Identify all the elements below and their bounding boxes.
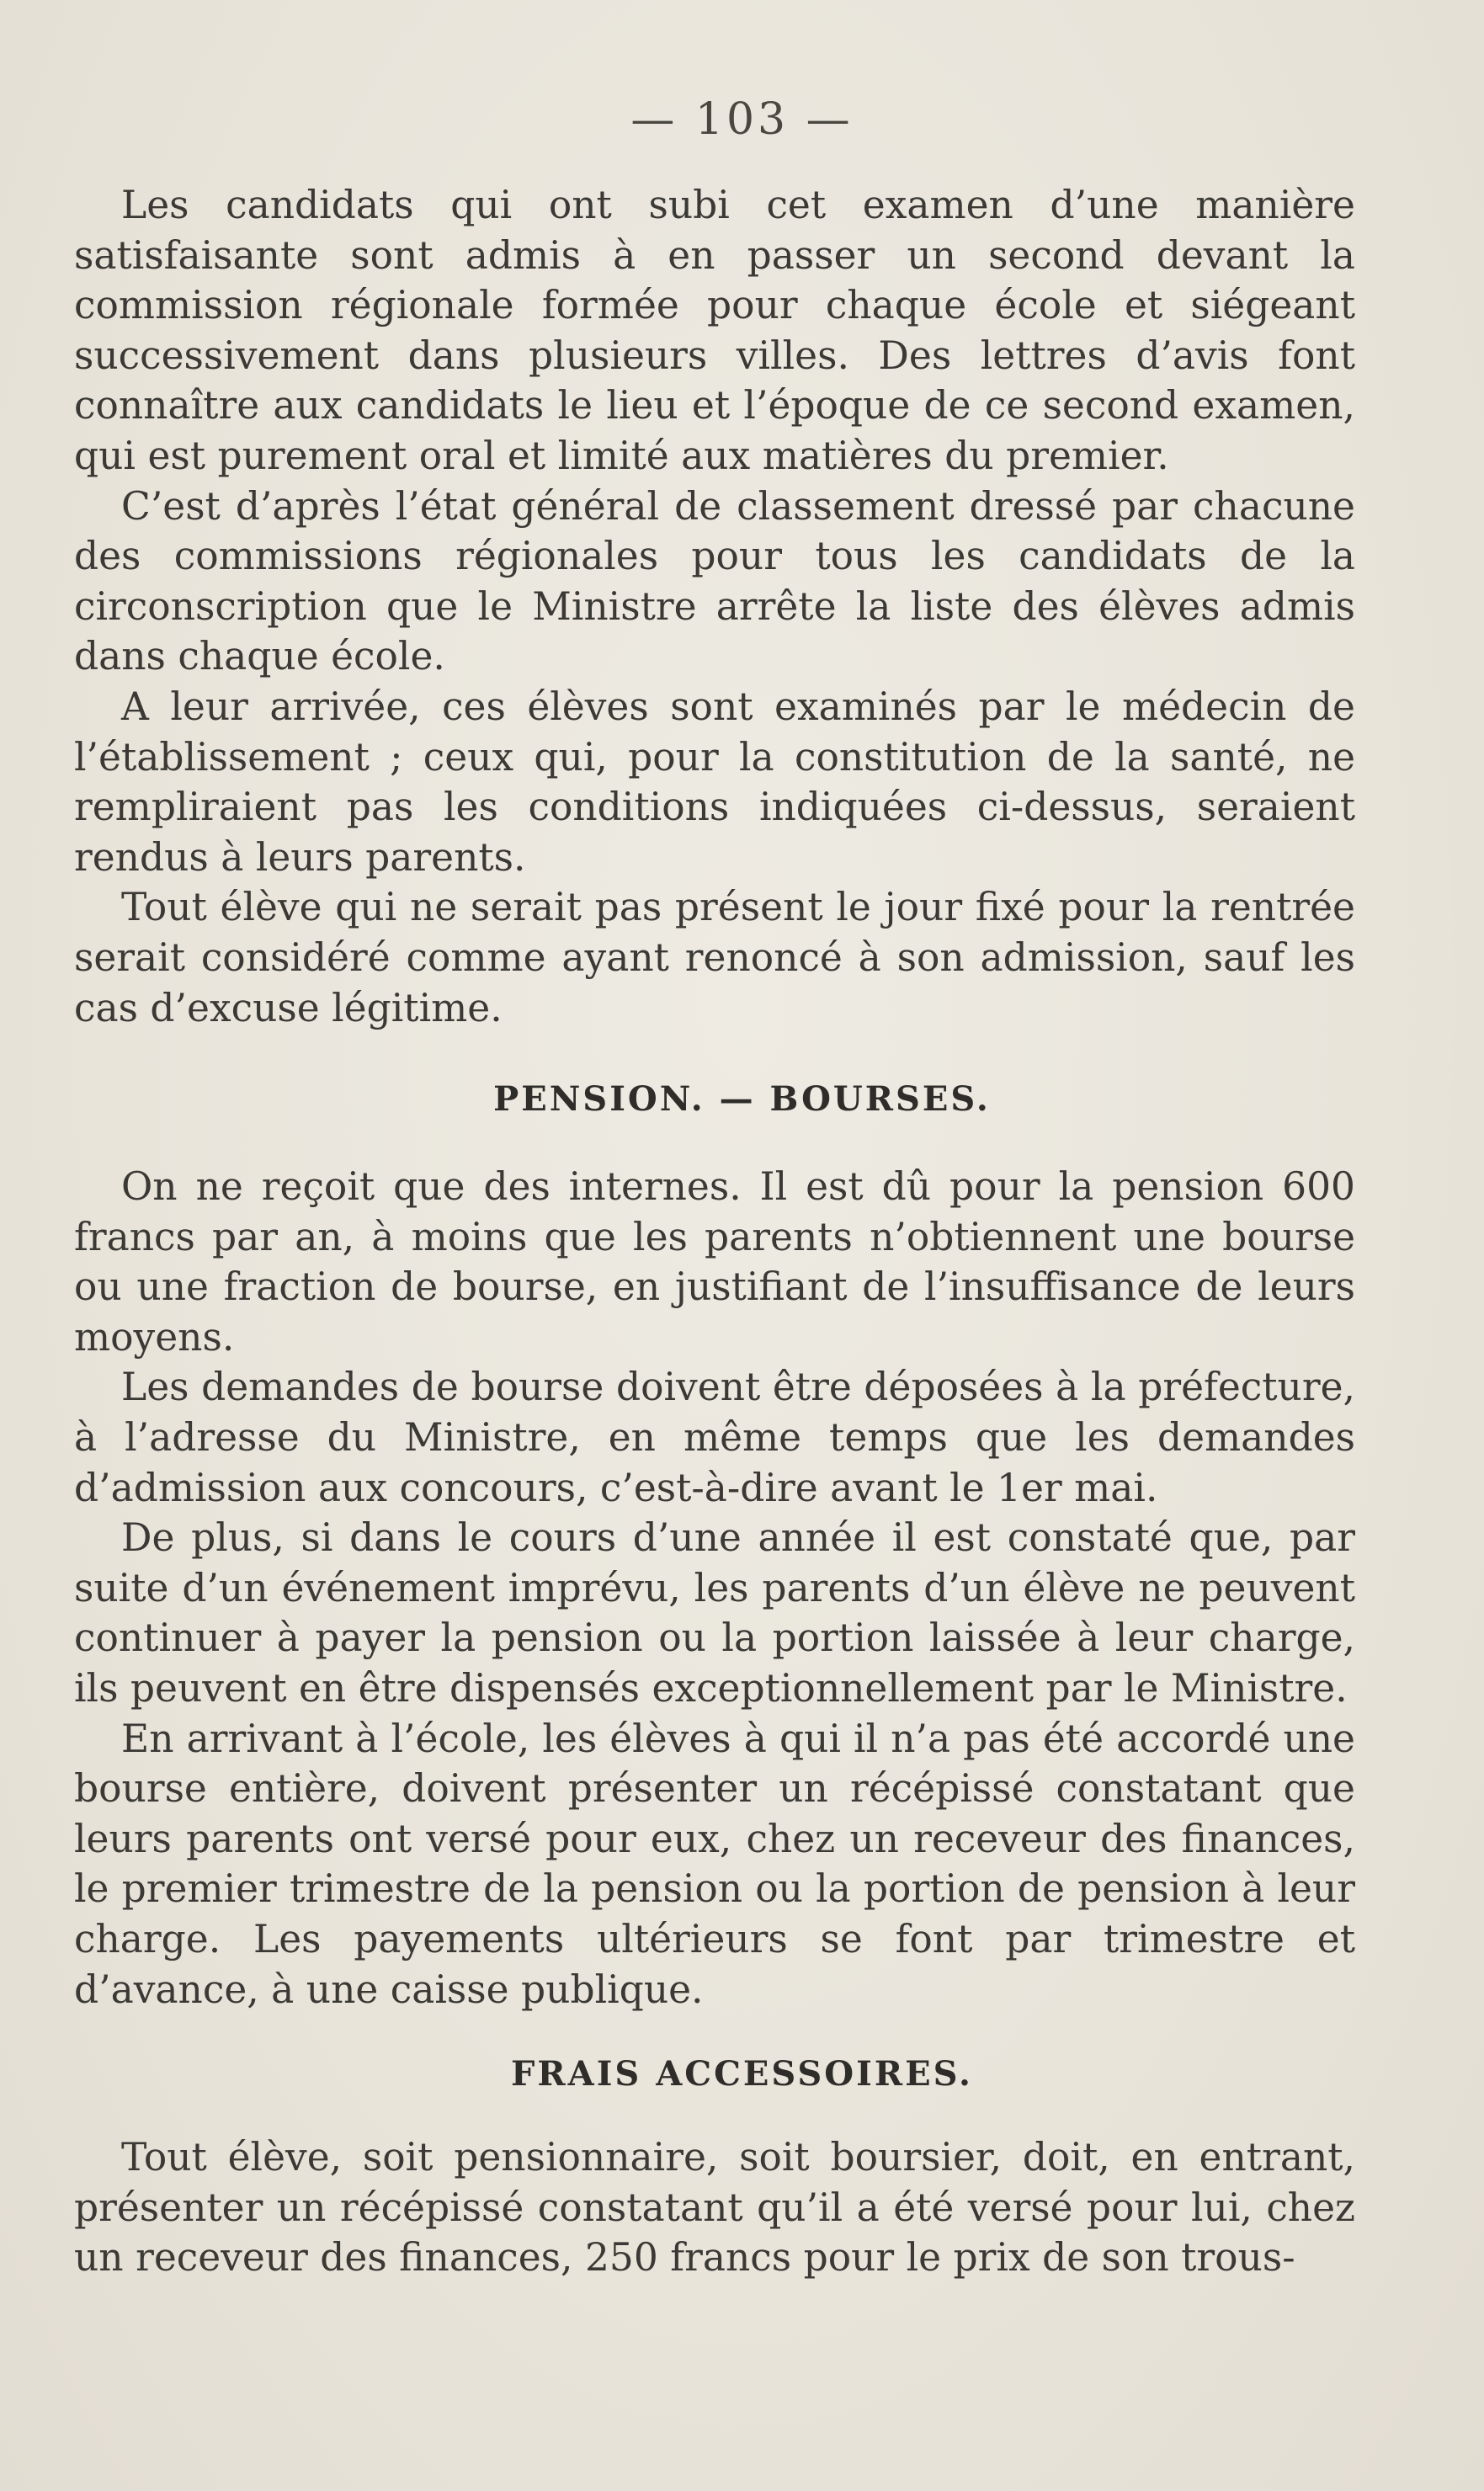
paragraph: On ne reçoit que des internes. Il est dû pour la pension 600 francs par an, à moins que les parents n’obtiennent une bourse ou une fraction de bourse, en justifiant de l’insuffisance de leurs moyens. (74, 1164, 1355, 1360)
paragraph: Tout élève qui ne serait pas présent le jour fixé pour la rentrée serait considéré comme ayant renoncé à son admission, sauf les cas d’excuse légitime. (74, 885, 1355, 1030)
pension-section (74, 1162, 1355, 2015)
intro-section (74, 180, 1355, 1033)
page-number: — 103 — (630, 94, 854, 145)
paragraph: Tout élève, soit pensionnaire, soit boursier, doit, en entrant, présenter un récépissé constatant qu’il a été versé pour lui, chez un receveur des finances, 250 francs pour le prix de son trous- (74, 2135, 1355, 2281)
paragraph: De plus, si dans le cours d’une année il est constaté que, par suite d’un événement imprévu, les parents d’un élève ne peuvent continuer à payer la pension ou la portion laissée à leur charge, ils peuvent en être dispensés exceptionnellement par le Ministre. (74, 1515, 1355, 1711)
paragraph: C’est d’après l’état général de classement dressé par chacune des commissions régionales pour tous les candidats de la circonscription que le Ministre arrête la liste des élèves admis dans chaque école. (74, 483, 1355, 679)
paragraph: En arrivant à l’école, les élèves à qui il n’a pas été accordé une bourse entière, doivent présenter un récépissé constatant que leurs parents ont versé pour eux, chez un receveur des finances, le premier trimestre de la pension ou la portion de pension à leur charge. Les payements ultérieurs se font par trimestre et d’avance, à une caisse publique. (74, 1716, 1355, 2012)
paragraph: Les candidats qui ont subi cet examen d’une manière satisfaisante sont admis à en passer un second devant la commission régionale formée pour chaque école et siégeant successivement dans plusieurs villes. Des lettres d’avis font connaître aux candidats le lieu et l’époque de ce second examen, qui est purement oral et limité aux matières du premier. (74, 183, 1355, 478)
paragraph: A leur arrivée, ces élèves sont examinés par le médecin de l’établissement ; ceux qui, pour la constitution de la santé, ne rempliraient pas les conditions indiquées ci-dessus, seraient rendus à leurs parents. (74, 684, 1355, 880)
section-heading-pension: PENSION. — BOURSES. (493, 1079, 991, 1119)
frais-section (74, 2132, 1355, 2283)
paragraph: Les demandes de bourse doivent être déposées à la préfecture, à l’adresse du Ministre, en même temps que les demandes d’admission aux concours, c’est-à-dire avant le 1er mai. (74, 1365, 1355, 1510)
section-heading-frais: FRAIS ACCESSOIRES. (511, 2054, 973, 2094)
